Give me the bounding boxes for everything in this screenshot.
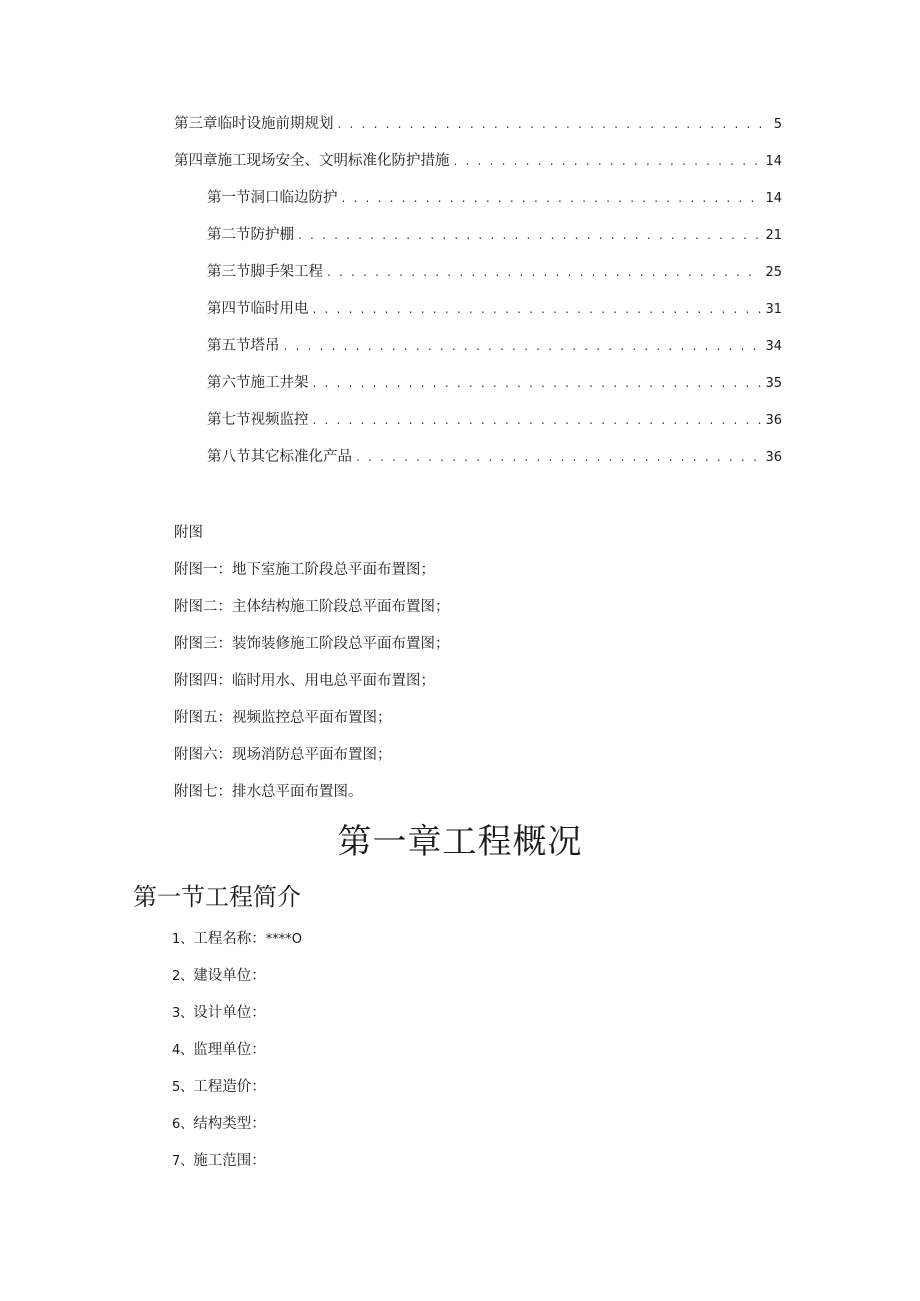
toc-entry-title: 第三节脚手架工程	[207, 264, 323, 280]
item-number: 1、	[172, 932, 194, 947]
toc-entry[interactable]	[174, 224, 782, 261]
toc-entry[interactable]	[174, 446, 782, 483]
toc-entry[interactable]	[174, 187, 782, 224]
toc-entry-page: 31	[765, 302, 782, 317]
toc-entry[interactable]	[174, 113, 782, 150]
toc-entry-title: 第一节洞口临边防护	[207, 190, 338, 206]
item-number: 6、	[172, 1117, 194, 1132]
appendix-item: 附图七：排水总平面布置图。	[174, 784, 363, 800]
project-info-list	[172, 928, 302, 1187]
appendix-item: 附图二：主体结构施工阶段总平面布置图；	[174, 599, 450, 615]
project-info-item	[172, 1002, 302, 1039]
toc-entry-title: 第二节防护棚	[207, 227, 294, 243]
toc-entry-title: 第四章施工现场安全、文明标准化防护措施	[174, 153, 450, 169]
toc-entry-page: 5	[773, 117, 782, 132]
item-label: 设计单位：	[193, 1005, 266, 1021]
toc-leader-dots	[342, 187, 762, 209]
toc-entry[interactable]	[174, 335, 782, 372]
table-of-contents	[174, 113, 782, 483]
section-title: 第一节工程简介	[133, 883, 301, 911]
toc-entry-page: 36	[765, 413, 782, 428]
toc-entry-page: 34	[765, 339, 782, 354]
toc-entry-title: 第六节施工井架	[207, 375, 309, 391]
appendix-item: 附图三：装饰装修施工阶段总平面布置图；	[174, 636, 450, 652]
toc-leader-dots	[298, 224, 761, 246]
toc-leader-dots	[284, 335, 762, 357]
toc-entry-page: 35	[765, 376, 782, 391]
item-label: 工程造价：	[193, 1079, 266, 1095]
item-value: ****O	[265, 932, 303, 947]
toc-leader-dots	[454, 150, 762, 172]
item-number: 3、	[172, 1006, 194, 1021]
project-info-item	[172, 1150, 302, 1187]
toc-leader-dots	[313, 409, 762, 431]
item-number: 4、	[172, 1043, 194, 1058]
item-number: 7、	[172, 1154, 194, 1169]
toc-entry[interactable]	[174, 409, 782, 446]
toc-entry[interactable]	[174, 298, 782, 335]
toc-leader-dots	[313, 298, 762, 320]
item-label: 施工范围：	[193, 1153, 266, 1169]
item-number: 2、	[172, 969, 194, 984]
toc-entry[interactable]	[174, 261, 782, 298]
toc-entry-title: 第三章临时设施前期规划	[174, 116, 334, 132]
appendix-item: 附图一：地下室施工阶段总平面布置图；	[174, 562, 435, 578]
item-label: 结构类型：	[193, 1116, 266, 1132]
toc-entry[interactable]	[174, 150, 782, 187]
appendix-item: 附图五：视频监控总平面布置图；	[174, 710, 392, 726]
appendix-heading: 附图	[174, 525, 203, 541]
chapter-title: 第一章工程概况	[337, 822, 583, 862]
toc-entry-page: 36	[765, 450, 782, 465]
toc-entry-page: 14	[765, 154, 782, 169]
toc-entry-page: 21	[765, 228, 782, 243]
appendix-item: 附图四：临时用水、用电总平面布置图；	[174, 673, 435, 689]
toc-entry-page: 14	[765, 191, 782, 206]
item-label: 监理单位：	[193, 1042, 266, 1058]
toc-entry-page: 25	[765, 265, 782, 280]
appendix-item: 附图六：现场消防总平面布置图；	[174, 747, 392, 763]
project-info-item	[172, 1039, 302, 1076]
item-label: 建设单位：	[193, 968, 266, 984]
item-label: 工程名称：	[193, 931, 266, 947]
appendix-list	[174, 522, 450, 818]
toc-leader-dots	[338, 113, 770, 135]
toc-entry-title: 第四节临时用电	[207, 301, 309, 317]
toc-entry-title: 第五节塔吊	[207, 338, 280, 354]
toc-entry-title: 第八节其它标准化产品	[207, 449, 352, 465]
toc-entry[interactable]	[174, 372, 782, 409]
toc-leader-dots	[356, 446, 761, 468]
project-info-item	[172, 928, 302, 965]
item-number: 5、	[172, 1080, 194, 1095]
project-info-item	[172, 1113, 302, 1150]
project-info-item	[172, 1076, 302, 1113]
project-info-item	[172, 965, 302, 1002]
toc-entry-title: 第七节视频监控	[207, 412, 309, 428]
toc-leader-dots	[313, 372, 762, 394]
toc-leader-dots	[327, 261, 761, 283]
